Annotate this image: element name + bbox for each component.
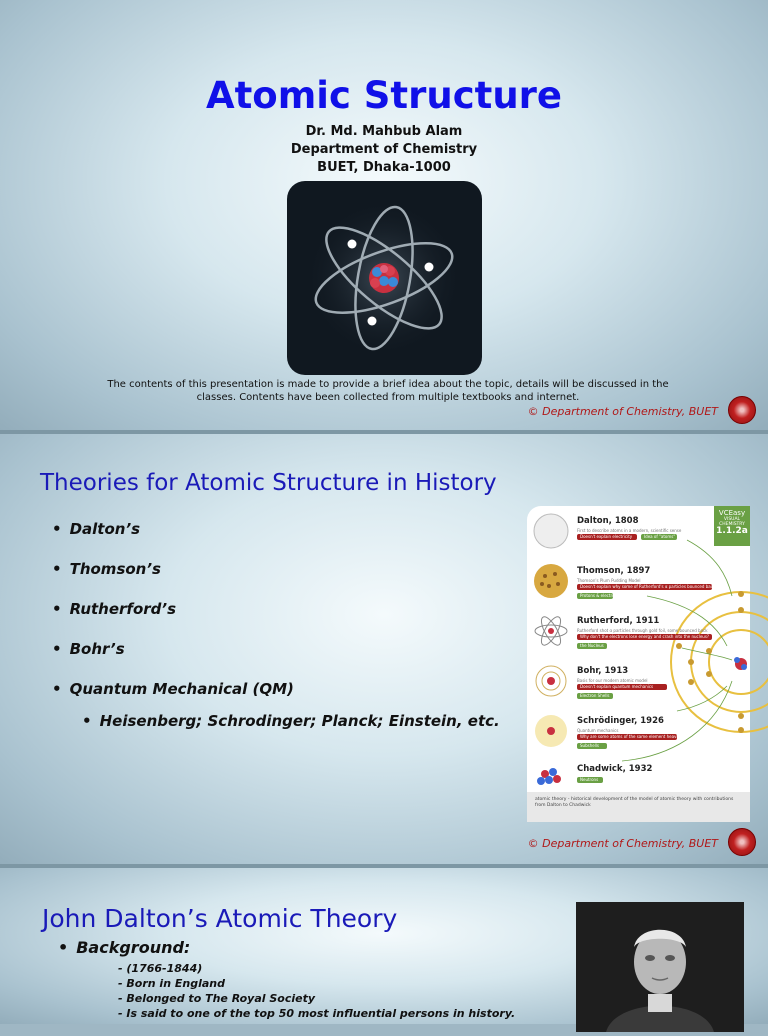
buet-seal-icon xyxy=(728,396,756,424)
model-row-thomson xyxy=(527,564,750,614)
model-contribution: Subshells xyxy=(577,743,607,749)
model-row-dalton xyxy=(527,514,750,564)
badge-brand: VCEasy xyxy=(718,509,746,517)
copyright-text: © Department of Chemistry, BUET xyxy=(527,837,718,850)
sub-bullet-scientists: Heisenberg; Schrodinger; Planck; Einstein, etc. xyxy=(99,712,500,730)
bullet-quantum: Quantum Mechanical (QM) xyxy=(69,680,294,698)
disclaimer-line-2: classes. Contents have been collected from multiple textbooks and internet. xyxy=(196,392,580,403)
theory-bullet-list xyxy=(52,520,500,730)
model-limitation: Why don't the electrons lose energy and crash into the nucleus? xyxy=(577,634,712,640)
sub-list-item: • Heisenberg; Schrodinger; Planck; Einstein, etc. xyxy=(82,712,500,730)
bullet-rutherford: Rutherford’s xyxy=(69,600,177,618)
atom-illustration xyxy=(287,181,482,375)
slide-heading: John Dalton’s Atomic Theory xyxy=(42,904,398,933)
model-contribution: Idea of "atoms" xyxy=(641,534,677,540)
list-item: - Is said to one of the top 50 most influential persons in history. xyxy=(118,1007,516,1020)
list-item: • Rutherford’s xyxy=(52,600,177,618)
bullet-bohr: Bohr’s xyxy=(69,640,125,658)
atom-icon xyxy=(287,181,482,375)
list-item: - (1766-1844) xyxy=(118,962,203,975)
model-name: Schrödinger, 1926 xyxy=(577,716,664,726)
author-block xyxy=(0,123,768,177)
model-limitation: Why are some atoms of the same element heavier? xyxy=(577,734,677,740)
disclaimer-line-1: The contents of this presentation is made to provide a brief idea about the topic, details will be discussed in the xyxy=(107,379,669,390)
slide-dalton xyxy=(0,868,768,1024)
model-contribution: the Nucleus xyxy=(577,643,607,649)
model-row-schrodinger xyxy=(527,714,750,764)
model-contribution: Electron Shells xyxy=(577,693,613,699)
buet-seal-icon xyxy=(728,828,756,856)
badge-sub1: VISUAL xyxy=(723,517,741,522)
slide-heading: Theories for Atomic Structure in History xyxy=(40,470,497,496)
list-item: • Quantum Mechanical (QM) xyxy=(52,680,294,698)
bullet-dalton: Dalton’s xyxy=(69,520,141,538)
atomic-models-infographic xyxy=(527,506,750,822)
copyright-text: © Department of Chemistry, BUET xyxy=(527,405,718,418)
list-item: • Thomson’s xyxy=(52,560,161,578)
model-contribution: Protons & electrons xyxy=(577,593,613,599)
model-row-rutherford xyxy=(527,614,750,664)
background-bullet: • Background: xyxy=(58,938,191,957)
disclaimer-text xyxy=(80,378,696,404)
portrait-icon xyxy=(576,902,744,1032)
background-label: Background: xyxy=(76,938,191,957)
model-note: Quantum mechanics xyxy=(577,728,619,733)
model-note: Basis for our modern atomic model xyxy=(577,678,648,683)
model-name: Dalton, 1808 xyxy=(577,516,639,526)
author-department: Department of Chemistry xyxy=(290,142,478,157)
list-item: - Belonged to The Royal Society xyxy=(118,992,316,1005)
model-name: Bohr, 1913 xyxy=(577,666,629,676)
model-note: First to describe atoms in a modern, scientific sense xyxy=(577,528,682,533)
model-note: Thomson's Plum Pudding Model xyxy=(577,578,641,583)
slide-theories xyxy=(0,434,768,864)
list-item: - Born in England xyxy=(118,977,225,990)
bullet-thomson: Thomson’s xyxy=(69,560,161,578)
model-limitation: Doesn't explain why some of Rutherford's α particles bounced back xyxy=(577,584,712,590)
list-item: • Dalton’s xyxy=(52,520,141,538)
author-institution: BUET, Dhaka-1000 xyxy=(317,160,451,175)
model-limitation: Doesn't explain quantum mechanics xyxy=(577,684,667,690)
model-name: Thomson, 1897 xyxy=(577,566,651,576)
model-name: Rutherford, 1911 xyxy=(577,616,660,626)
badge-sub2: CHEMISTRY xyxy=(719,522,745,527)
page-title: Atomic Structure xyxy=(205,74,563,117)
author-name: Dr. Md. Mahbub Alam xyxy=(305,124,463,139)
model-note: Rutherford shot α particles through gold foil, some bounced back xyxy=(577,628,708,633)
list-item: • Bohr’s xyxy=(52,640,125,658)
dalton-portrait xyxy=(576,902,744,1032)
model-row-bohr xyxy=(527,664,750,714)
model-limitation: Doesn't explain electricity xyxy=(577,534,637,540)
dalton-facts-list xyxy=(118,961,515,1021)
slide-title xyxy=(0,0,768,430)
infographic-caption: atomic theory - historical development of the model of atomic theory with contributions from Dalton to Chadwick xyxy=(527,792,750,822)
model-row-chadwick xyxy=(527,758,750,792)
model-name: Chadwick, 1932 xyxy=(577,764,653,774)
model-contribution: Neutrons xyxy=(577,777,603,783)
badge-code: 1.1.2a xyxy=(716,526,748,536)
